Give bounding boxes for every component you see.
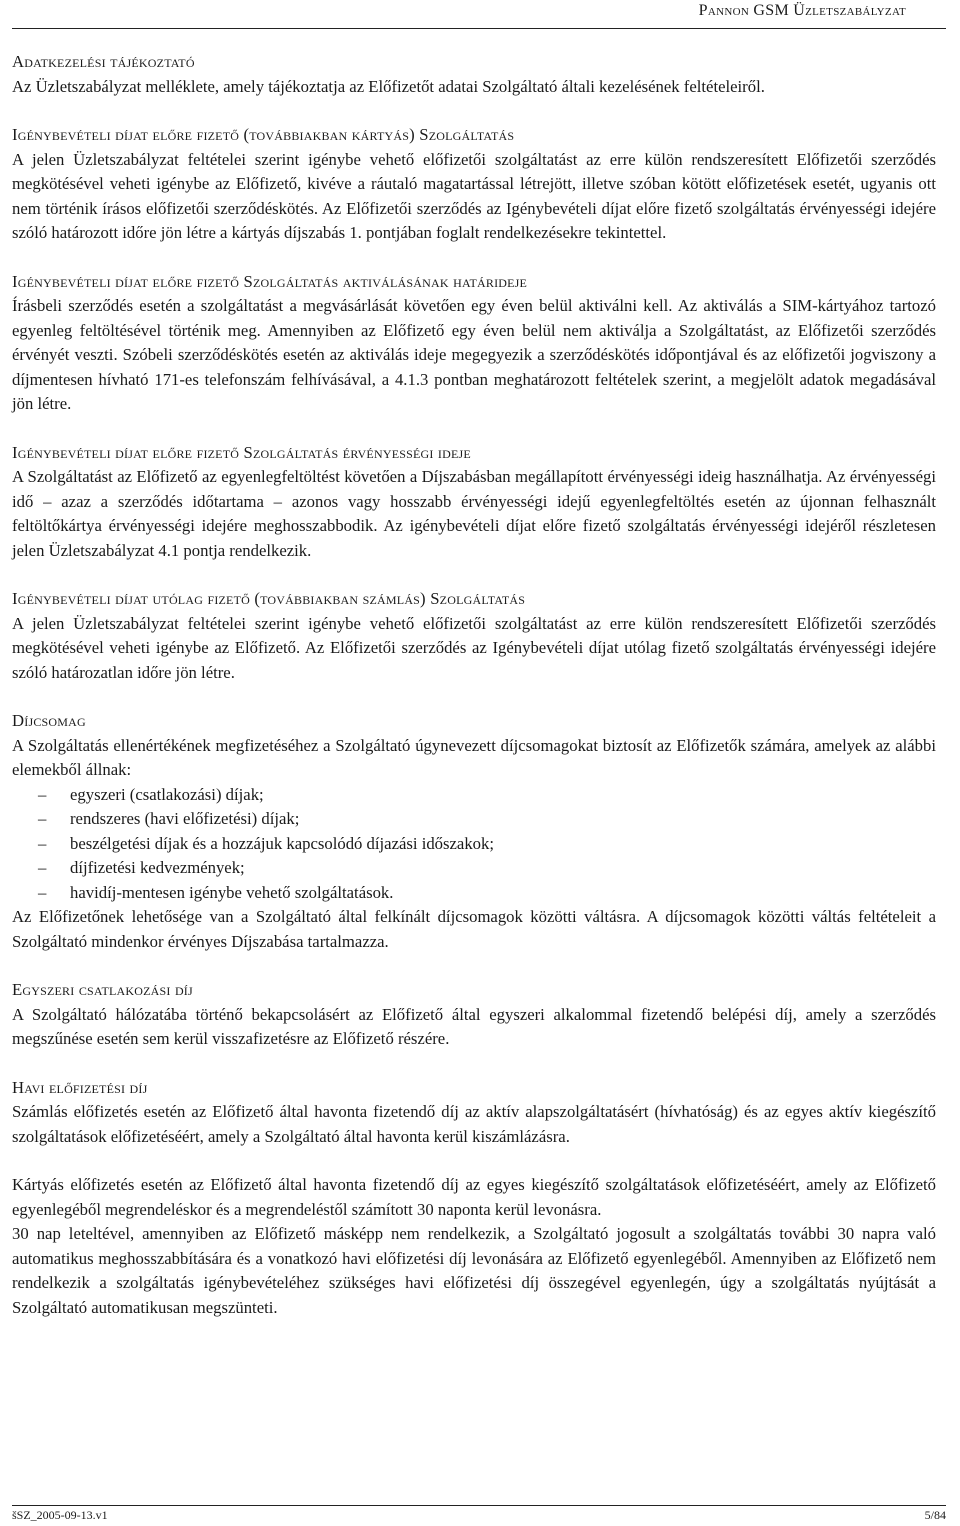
section-paragraph: A jelen Üzletszabályzat feltételei szerint igénybe vehető előfizetői szolgáltatást az erre külön rendszeresített Előfizetői szerződés megkötésével veheti igénybe az Előfizető, kivéve a ráutaló magatartással létrejött, illetve szóban kötött előfizetések esetét, ugyanis ott nem történik írásos előfizetői szerződéskötés. Az Előfizetői szerződés az Igénybevételi díjat előre fizető szolgáltatás érvényességi idejére szóló határozott időre jön létre a kártyás díjszabás 1. pontjában foglalt rendelkezésekre tekintettel. (12, 149, 936, 242)
section-heading: Egyszeri csatlakozási díj (12, 980, 193, 999)
section-heading: Igénybevételi díjat előre fizető Szolgáltatás aktiválásának határideje (12, 271, 528, 291)
list-item: – havidíj-mentesen igénybe vehető szolgáltatások. (12, 881, 936, 906)
section-heading: Díjcsomag (12, 711, 86, 730)
list-item: – rendszeres (havi előfizetési) díjak; (12, 807, 936, 832)
page-header (12, 2, 946, 29)
section-paragraph: 30 nap leteltével, amennyiben az Előfizető másképp nem rendelkezik, a Szolgáltató jogosult a szolgáltatás további 30 napra való automatikus meghosszabbítására és a vonatkozó havi előfizetési díj levonására az Előfizető egyenlegéből. Amennyiben az Előfizető nem rendelkezik a szolgáltatás igénybevételéhez szükséges havi előfizetési díj összegével egyenlegén, úgy a szolgáltatás nyújtását a Szolgáltató automatikusan megszünteti. (12, 1224, 936, 1317)
section-paragraph: Számlás előfizetés esetén az Előfizető által havonta fizetendő díj az aktív alapszolgáltatásért (hívhatóság) és az egyes aktív kiegészítő szolgáltatások előfizetéséért, amely a Szolgáltató által havonta kerül kiszámlázásra. (12, 1102, 936, 1146)
list-item: – díjfizetési kedvezmények; (12, 856, 936, 881)
section-paragraph: A Szolgáltató hálózatába történő bekapcsolásért az Előfizető által egyszeri alkalommal fizetendő belépési díj, amely a szerződés megszűnése esetén sem kerül visszafizetésre az Előfizető részére. (12, 1004, 936, 1048)
section-paragraph: Kártyás előfizetés esetén az Előfizető által havonta fizetendő díj az egyes kiegészítő szolgáltatások előfizetéséért, amely az Előfizető egyenlegéből megrendeléskor és a megrendeléstől számított 30 naponta kerül levonásra. (12, 1175, 936, 1219)
section-paragraph: A Szolgáltatást az Előfizető az egyenlegfeltöltést követően a Díjszabásban megállapított érvényességi ideig használhatja. Az érvényességi idő – azaz a szerződés időtartama – azonos vagy hosszabb érvényességi idejű egyenlegfeltöltés esetén az újonnan felhasznált feltöltőkártya érvényességi idejére meghosszabbodik. Az igénybevételi díjat előre fizető szolgáltatás érvényességi idejéről részletesen jelen Üzletszabályzat 4.1 pontja rendelkezik. (12, 467, 936, 560)
list-item: – beszélgetési díjak és a hozzájuk kapcsolódó díjazási időszakok; (12, 832, 936, 857)
section-heading: Havi előfizetési díj (12, 1077, 148, 1097)
section-kartyas (12, 123, 936, 246)
section-ervenyesseg (12, 441, 936, 564)
section-paragraph: Az Üzletszabályzat melléklete, amely tájékoztatja az Előfizetőt adatai Szolgáltató általi kezelésének feltételeiről. (12, 76, 765, 96)
section-havi-dij (12, 1076, 936, 1321)
page-footer (12, 1505, 946, 1522)
list-item: – egyszeri (csatlakozási) díjak; (12, 783, 936, 808)
section-paragraph: Írásbeli szerződés esetén a szolgáltatást a megvásárlását követően egy éven belül aktiválni kell. Az aktiválás a SIM-kártyához tartozó egyenleg feltöltésével történik meg. Amennyiben az Előfizető egy éven belül nem aktiválja a Szolgáltatást, az Előfizetői szerződés érvényét veszti. Szóbeli szerződéskötés esetén az aktiválás ideje megegyezik a szerződéskötés időpontjával és az előfizetői jogviszony a díjmentesen hívható 171-es telefonszám felhívásával, a 4.1.3 pontban meghatározott feltételek szerint, a megjelölt adatok megadásával jön létre. (12, 296, 936, 413)
paragraph-gap (12, 1149, 936, 1173)
dijcsomag-list (12, 783, 936, 906)
section-heading: Igénybevételi díjat előre fizető (továbbiakban kártyás) Szolgáltatás (12, 125, 515, 144)
section-adatkezeles (12, 50, 936, 99)
section-szamlas (12, 587, 936, 685)
section-paragraph: Az Előfizetőnek lehetősége van a Szolgáltató által felkínált díjcsomagok közötti váltásra. A díjcsomagok közötti váltás feltételeit a Szolgáltató mindenkor érvényes Díjszabása tartalmazza. (12, 907, 936, 951)
section-heading: Igénybevételi díjat előre fizető Szolgáltatás érvényességi ideje (12, 442, 471, 462)
document-body (12, 50, 936, 1344)
section-heading: Adatkezelési tájékoztató (12, 52, 195, 71)
section-egyszeri-dij (12, 978, 936, 1052)
section-heading: Igénybevételi díjat utólag fizető (továbbiakban számlás) Szolgáltatás (12, 589, 526, 608)
section-aktivalas (12, 270, 936, 417)
footer-doc-id: šSZ_2005-09-13.v1 (12, 1508, 108, 1522)
footer-page-number: 5/84 (924, 1508, 946, 1522)
section-paragraph: A jelen Üzletszabályzat feltételei szerint igénybe vehető előfizetői szolgáltatást az erre külön rendszeresített Előfizetői szerződés megkötésével veheti igénybe az Előfizető. Az Előfizetői szerződés az Igénybevételi díjat utólag fizető szolgáltatás érvényességi idejére szóló határozatlan időre jön létre. (12, 613, 936, 682)
section-paragraph: A Szolgáltatás ellenértékének megfizetéséhez a Szolgáltató úgynevezett díjcsomagokat biztosít az Előfizetők számára, amelyek az alábbi elemekből állnak: (12, 735, 936, 779)
header-title: Pannon GSM Üzletszabályzat (698, 2, 906, 19)
section-dijcsomag (12, 709, 936, 954)
